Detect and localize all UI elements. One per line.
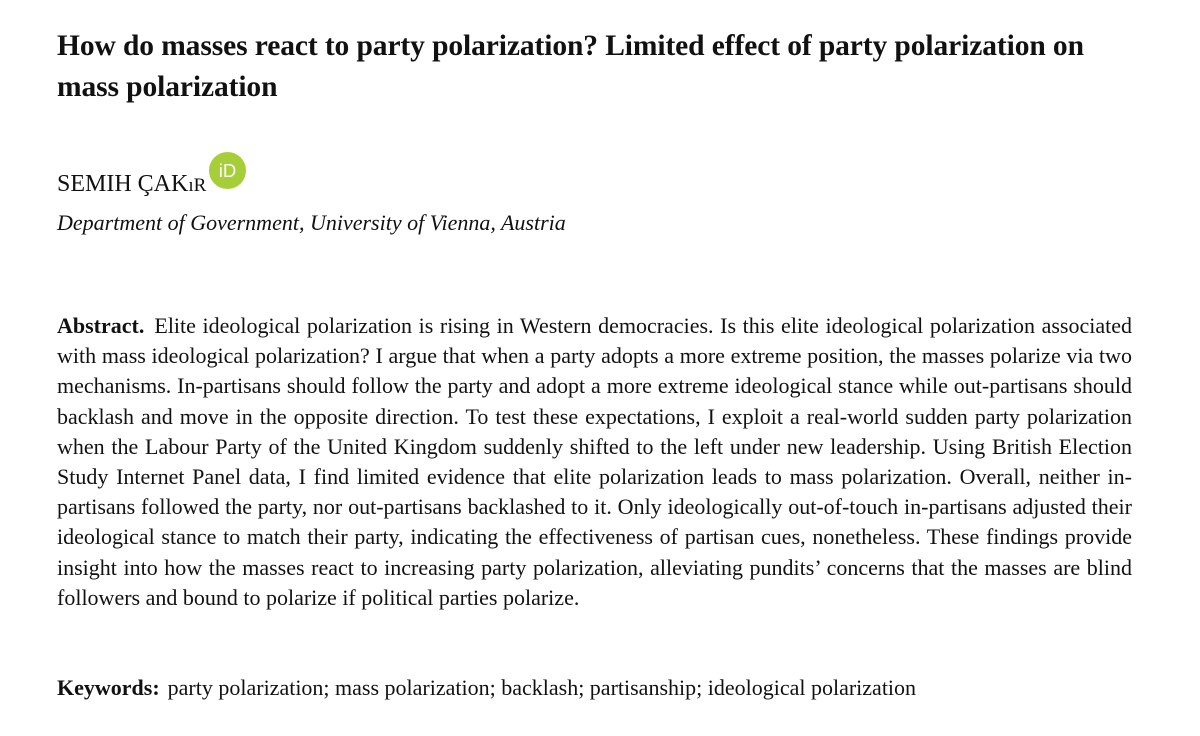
abstract-text: Elite ideological polarization is rising in Western democracies. Is this elite ideological polarization associated with mass ideological polarization? I argue that when a party adopts a more extreme position, the masses polarize via two mechanisms. In-partisans should follow the party and adopt a more extreme ideological stance while out-partisans should backlash and move in the opposite direction. To test these expectations, I exploit a real-world sudden party polarization when the Labour Party of the United Kingdom suddenly shifted to the left under new leadership. Using British Election Study Internet Panel data, I find limited evidence that elite polarization leads to mass polarization. Overall, neither in-partisans followed the party, nor out-partisans backlashed to it. Only ideologically out-of-touch in-partisans adjusted their ideological stance to match their party, indicating the effectiveness of partisan cues, nonetheless. These findings provide insight into how the masses react to increasing party polarization, alleviating pundits’ concerns that the masses are blind followers and bound to polarize if political parties polarize. [57,313,1132,610]
author-name [57,169,206,203]
keywords-label: Keywords: [57,675,160,700]
orcid-icon-text: iD [219,159,237,181]
abstract-label: Abstract. [57,313,145,338]
abstract [57,311,1132,613]
author-affiliation: Department of Government, University of Vienna, Austria [57,210,566,235]
keywords [57,673,1132,703]
orcid-icon[interactable] [209,152,246,189]
paper-title: How do masses react to party polarization? Limited effect of party polarization on mass polarization [57,30,1084,103]
author-name-small-caps: ıR [188,175,207,196]
keywords-text: party polarization; mass polarization; backlash; partisanship; ideological polarization [167,675,917,700]
author-name-main: SEMIH ÇAK [57,171,189,197]
author-line [57,153,246,203]
